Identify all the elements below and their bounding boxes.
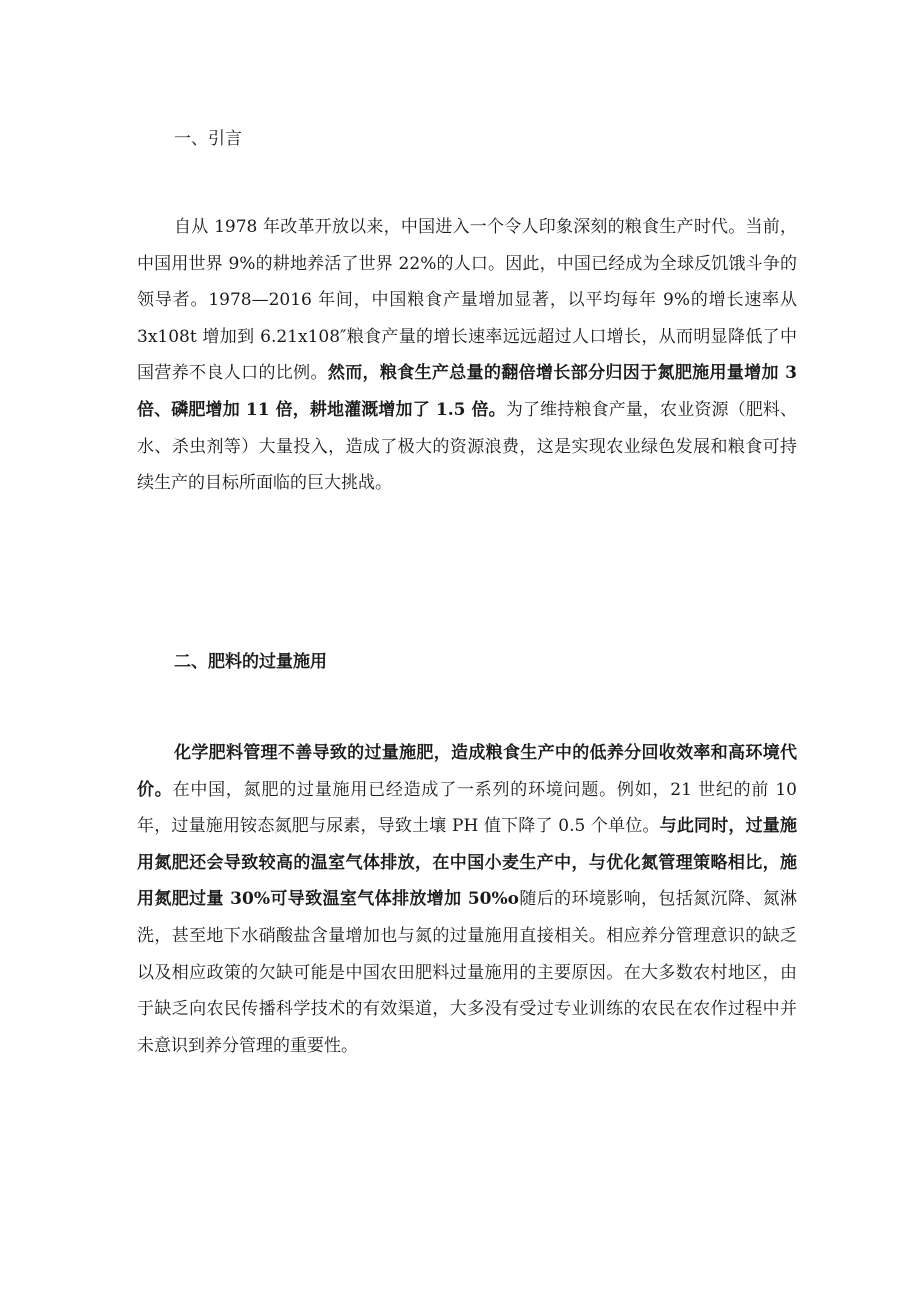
paragraph-segment: 为了维持粮食产量，农业资源（肥料、水、杀虫剂等）大量投入，造成了极大的资源浪费，这是实现农业绿色发展和粮食可持续生产的目标所面临的巨大挑战。	[137, 399, 798, 494]
section-heading-introduction: 一、引言	[174, 129, 242, 149]
paragraph-introduction	[137, 209, 797, 502]
paragraph-segment-bold: 化学肥料管理不善导致的过量施肥，造成粮食生产中的低养分回收效率和高环境代价。	[137, 743, 797, 800]
paragraph-segment: 在中国，氮肥的过量施用已经造成了一系列的环境问题。例如，21 世纪的前 10 年，过量施用铵态氮肥与尿素，导致土壤 PH 值下降了 0.5 个单位。	[137, 779, 798, 837]
section-heading-fertilizer-overuse: 二、肥料的过量施用	[174, 652, 327, 672]
paragraph-segment: 自从 1978 年改革开放以来，中国进入一个令人印象深刻的粮食生产时代。当前，中国用世界 9%的耕地养活了世界 22%的人口。因此，中国已经成为全球反饥饿斗争的领导者。1978—2016 年间，中国粮食产量增加显著，以平均每年 9%的增长速率从 3x108t 增加到 6.21x108″粮食产量的增长速率远远超过人口增长，从而明显降低了中国营养不良人口的比例。	[137, 217, 797, 384]
paragraph-fertilizer-overuse	[137, 735, 797, 1064]
paragraph-segment-bold: 然而，粮食生产总量的翻倍增长部分归因于氮肥施用量增加 3 倍、磷肥增加 11 倍，耕地灌溉增加了 1.5 倍。	[137, 363, 798, 420]
paragraph-segment: 随后的环境影响，包括氮沉降、氮淋洗，甚至地下水硝酸盐含量增加也与氮的过量施用直接相关。相应养分管理意识的缺乏以及相应政策的欠缺可能是中国农田肥料过量施用的主要原因。在大多数农村地区，由于缺乏向农民传播科学技术的有效渠道，大多没有受过专业训练的农民在农作过程中并未意识到养分管理的重要性。	[137, 889, 798, 1056]
paragraph-segment-bold: 与此同时，过量施用氮肥还会导致较高的温室气体排放，在中国小麦生产中，与优化氮管理策略相比，施用氮肥过量 30%可导致温室气体排放增加 50%o	[137, 816, 797, 910]
